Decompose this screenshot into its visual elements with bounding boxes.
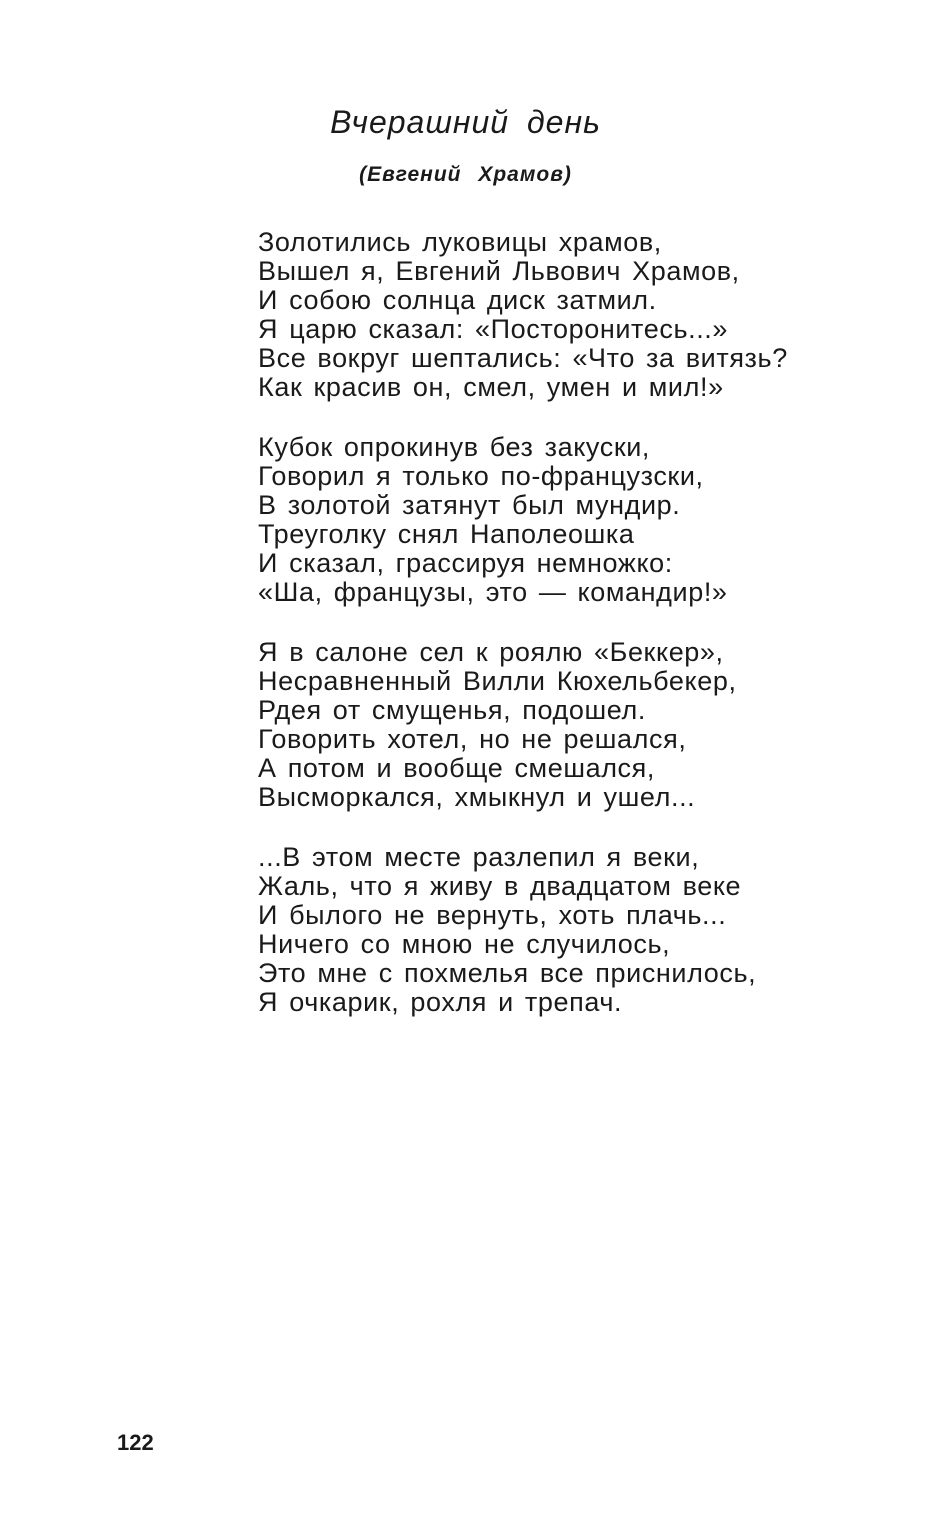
poem-line: ...В этом месте разлепил я веки, [258, 842, 700, 872]
stanza-3 [258, 638, 858, 812]
poem-line: Рдея от смущенья, подошел. [258, 695, 646, 725]
poem-line: Говорить хотел, но не решался, [258, 724, 687, 754]
poem-line: Жаль, что я живу в двадцатом веке [258, 871, 742, 901]
poem-line: Как красив он, смел, умен и мил!» [258, 372, 724, 402]
stanza-4 [258, 843, 858, 1017]
page-number: 122 [117, 1430, 154, 1455]
poem-line: И сказал, грассируя немножко: [258, 548, 673, 578]
poem-line: В золотой затянут был мундир. [258, 490, 681, 520]
poem-line: «Ша, французы, это — командир!» [258, 577, 728, 607]
poem-line: А потом и вообще смешался, [258, 753, 655, 783]
poem-subtitle: (Евгений Храмов) [359, 163, 572, 186]
poem-line: Это мне с похмелья все приснилось, [258, 958, 757, 988]
poem-line: Я в салоне сел к роялю «Беккер», [258, 637, 724, 667]
poem-line: Кубок опрокинув без закуски, [258, 432, 651, 462]
poem-line: Вышел я, Евгений Львович Храмов, [258, 256, 740, 286]
poem-line: Я царю сказал: «Посторонитесь...» [258, 314, 729, 344]
poem-line: Высморкался, хмыкнул и ушел... [258, 782, 696, 812]
stanza-2 [258, 433, 858, 607]
poem-line: Все вокруг шептались: «Что за витязь? [258, 343, 788, 373]
poem-title: Вчерашний день [330, 104, 601, 140]
poem-line: И былого не вернуть, хоть плачь... [258, 900, 727, 930]
poem-line: Золотились луковицы храмов, [258, 227, 662, 257]
stanza-1 [258, 228, 858, 402]
poem-line: Треуголку снял Наполеошка [258, 519, 635, 549]
poem-line: Ничего со мною не случилось, [258, 929, 671, 959]
poem-line: Я очкарик, рохля и трепач. [258, 987, 623, 1017]
poem-line: Говорил я только по-французски, [258, 461, 704, 491]
poem-line: И собою солнца диск затмил. [258, 285, 657, 315]
poem-line: Несравненный Вилли Кюхельбекер, [258, 666, 737, 696]
poem-body [258, 228, 858, 1048]
